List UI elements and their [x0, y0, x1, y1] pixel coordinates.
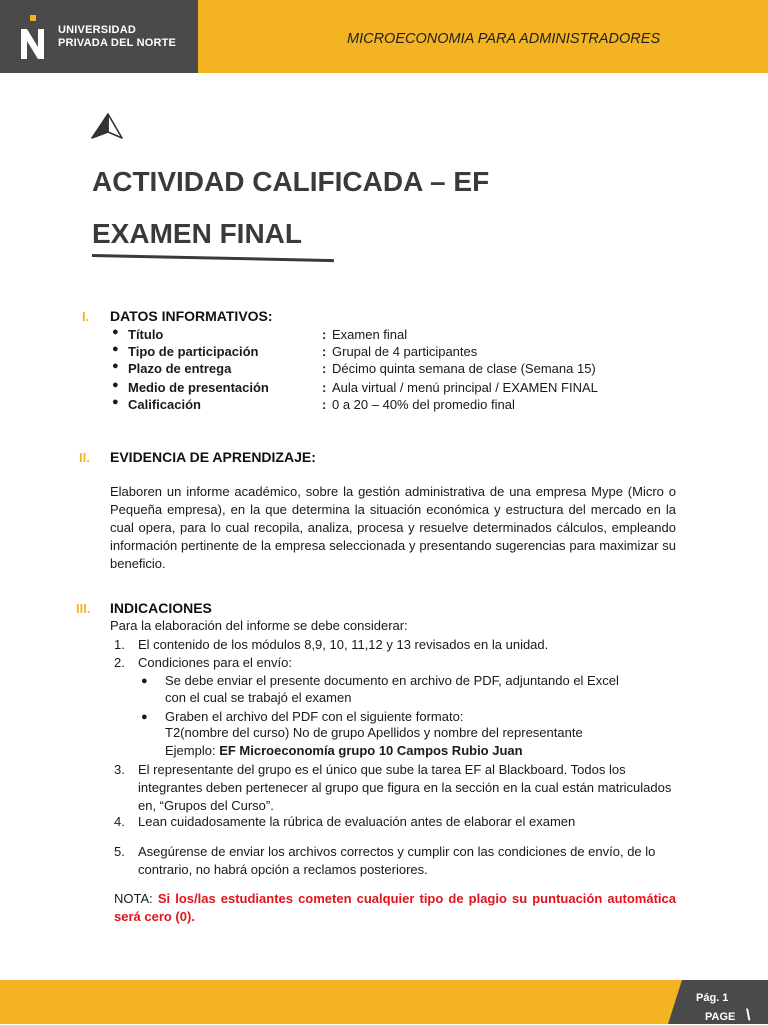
info-label: Medio de presentación — [128, 380, 269, 395]
list-item: El contenido de los módulos 8,9, 10, 11,12 y 13 revisados en la unidad. — [138, 637, 549, 652]
info-value: Décimo quinta semana de clase (Semana 15) — [332, 361, 596, 376]
page-number: Pág. 1 — [696, 992, 729, 1004]
footer-bar — [0, 980, 768, 1024]
section-1-number: I. — [82, 309, 90, 324]
info-label: Calificación — [128, 397, 201, 412]
logo-line-1: UNIVERSIDAD — [58, 24, 136, 36]
university-logo — [0, 0, 198, 73]
info-value: 0 a 20 – 40% del promedio final — [332, 397, 515, 412]
sub-item-cont: con el cual se trabajó el examen — [165, 690, 352, 705]
page-subtitle: EXAMEN FINAL — [92, 218, 302, 249]
note-warning: Si los/las estudiantes cometen cualquier tipo de plagio su puntuación automática será cero (0). — [114, 891, 677, 924]
bullet-icon: ● — [141, 675, 148, 687]
list-item: Asegúrense de enviar los archivos correctos y cumplir con las condiciones de envío, de lo contrario, no habrá opción a reclamos posteriores. — [138, 844, 656, 877]
logo-n-icon — [18, 15, 48, 61]
info-label: Tipo de participación — [128, 344, 259, 359]
list-item: Lean cuidadosamente la rúbrica de evaluación antes de elaborar el examen — [138, 814, 576, 829]
section-3-number: III. — [76, 601, 91, 616]
logo-line-2: PRIVADA DEL NORTE — [58, 37, 177, 49]
page-field: PAGE — [705, 1011, 736, 1023]
section-3-intro: Para la elaboración del informe se debe considerar: — [110, 618, 408, 633]
bullet-icon: ● — [112, 396, 119, 408]
section-2-title: EVIDENCIA DE APRENDIZAJE: — [110, 449, 316, 465]
example-line: Ejemplo: EF Microeconomía grupo 10 Campos Rubio Juan — [165, 743, 523, 758]
info-label: Título — [128, 327, 164, 342]
sub-item: Se debe enviar el presente documento en archivo de PDF, adjuntando el Excel — [165, 673, 619, 688]
info-value: Aula virtual / menú principal / EXAMEN FINAL — [332, 380, 598, 395]
navigation-arrow-icon — [90, 112, 124, 142]
course-title: MICROECONOMIA PARA ADMINISTRADORES — [347, 31, 661, 47]
info-value: Examen final — [332, 327, 408, 342]
example-value: EF Microeconomía grupo 10 Campos Rubio Juan — [219, 743, 523, 758]
list-item: Condiciones para el envío: — [138, 655, 292, 670]
section-2-body: Elaboren un informe académico, sobre la gestión administrativa de una empresa Mype (Micro o Pequeña empresa), en la que determina la situación económica y estructura del mercado en la cual opera, para lo cual recopila, analiza, procesa y resuelve determinados cálculos, empleando información pertinente de la empresa seleccionada y presentando sugerencias para maximizar su beneficio. — [110, 484, 676, 571]
list-item: El representante del grupo es el único que sube la tarea EF al Blackboard. Todos los integrantes deben pertenecer al grupo que figura en la sección en la cual están matriculados en, “Grupos del Curso”. — [138, 762, 672, 813]
sub-item-cont: T2(nombre del curso) No de grupo Apellidos y nombre del representante — [165, 725, 583, 740]
bullet-icon: ● — [112, 326, 119, 338]
bullet-icon: ● — [112, 360, 119, 372]
page-title: ACTIVIDAD CALIFICADA – EF — [92, 166, 490, 197]
info-value: Grupal de 4 participantes — [332, 344, 478, 359]
info-label: Plazo de entrega — [128, 361, 232, 376]
footer-slash: \ — [746, 1007, 751, 1024]
bullet-icon: ● — [112, 379, 119, 391]
section-1-title: DATOS INFORMATIVOS: — [110, 308, 273, 324]
bullet-icon: ● — [141, 711, 148, 723]
section-2-number: II. — [79, 450, 90, 465]
sub-item: Graben el archivo del PDF con el siguiente formato: — [165, 709, 464, 724]
title-underline — [92, 254, 334, 262]
bullet-icon: ● — [112, 343, 119, 355]
section-3-title: INDICACIONES — [110, 600, 212, 616]
plagiarism-note: NOTA: Si los/las estudiantes cometen cualquier tipo de plagio su puntuación automática será cero (0). — [114, 891, 677, 924]
